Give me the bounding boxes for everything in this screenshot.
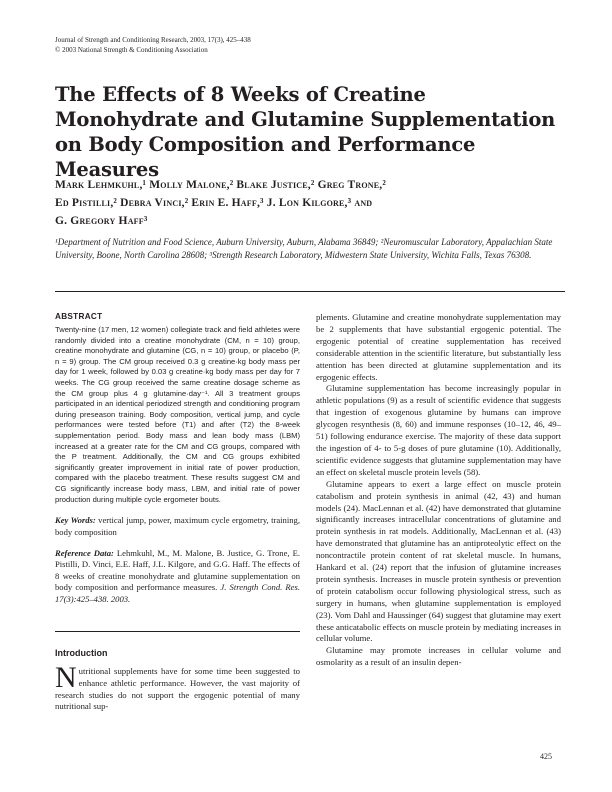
- introduction-body: utritional supplements have for some time been suggested to enhance athletic performance. However, the vast majority of research studies do not support the ergogenic potential of many nutritional sup-: [55, 666, 300, 712]
- affiliations: ¹Department of Nutrition and Food Science, Auburn University, Auburn, Alabama 36849; ²Neuromuscular Laboratory, Appalachian State University, Boone, North Carolina 28608; ³Strength Research Laboratory, Midwestern State University, Wichita Falls, Texas 76308.: [55, 237, 553, 260]
- keywords-text: vertical jump, power, maximum cycle ergometry, training, body composition: [55, 515, 300, 537]
- author-line-2: Ed Pistilli,² Debra Vinci,² Erin E. Haff,³ J. Lon Kilgore,³ and: [55, 197, 373, 209]
- body-paragraph: Glutamine supplementation has become increasingly popular in athletic populations (9) as a result of scientific evidence that suggests that ingestion of exogenous glutamine by humans can improve glycogen resynthesis (8, 60) and immune responses (10–12, 46, 49–51) following endurance exercise. The majority of these data support the ingestion of 4- to 5-g doses of pure glutamine (10). Additionally, scientific evidence suggests that glutamine supplementation may have an effect on skeletal muscle protein levels (58).: [316, 383, 561, 477]
- paper-title: The Effects of 8 Weeks of Creatine Monohydrate and Glutamine Supplementation on Body Composition and Performance Measures: [55, 83, 556, 181]
- journal-copyright: © 2003 National Strength & Conditioning Association: [55, 46, 208, 54]
- author-list: [55, 176, 555, 230]
- reference-text: Lehmkuhl, M., M. Malone, B. Justice, G. Trone, E. Pistilli, D. Vinci, E.E. Haff, J.L. Kilgore, and G.G. Haff. The effects of 8 weeks of creatine monohydrate and glutamine supplementation on body composition and performance measures.: [55, 547, 300, 593]
- abstract-divider: [55, 631, 300, 632]
- abstract-heading: ABSTRACT: [55, 312, 103, 321]
- body-paragraph: Glutamine may promote increases in cellular volume and osmolarity as a result of an insulin depen-: [316, 645, 561, 668]
- author-line-3: G. Gregory Haff³: [55, 215, 148, 227]
- introduction-heading: Introduction: [55, 648, 108, 658]
- keywords: [55, 515, 300, 538]
- journal-citation: Journal of Strength and Conditioning Research, 2003, 17(3), 425–438: [55, 36, 251, 44]
- abstract-text: Twenty-nine (17 men, 12 women) collegiate track and field athletes were randomly divided into a creatine monohydrate (CM, n = 10) group, creatine monohydrate and glutamine (CG, n = 10) group, or placebo (P, n = 9) group. The CM group received 0.3 g creatine·kg body mass per day for 1 week, followed by 0.03 g creatine·kg body mass per day for 7 weeks. The CG group received the same creatine dosage scheme as the CM group plus 4 g glutamine·day⁻¹. All 3 treatment groups participated in an identical periodized strength and conditioning program during preseason training. Body composition, vertical jump, and cycle performances were tested before (T1) and after (T2) the 8-week supplementation period. Body mass and lean body mass (LBM) increased at a greater rate for the CM and CG groups, compared with the P treatment. Additionally, the CM and CG groups exhibited significantly greater improvement in initial rate of power production, compared with the placebo treatment. These results suggest CM and CG significantly increase body mass, LBM, and initial rate of power production during multiple cycle ergometer bouts.: [55, 325, 300, 504]
- introduction-text: [55, 661, 300, 713]
- author-line-1: Mark Lehmkuhl,¹ Molly Malone,² Blake Justice,² Greg Trone,²: [55, 179, 387, 191]
- right-column: [316, 312, 561, 669]
- reference-data: [55, 548, 300, 605]
- header-divider: [55, 291, 565, 292]
- drop-cap: N: [55, 661, 77, 694]
- keywords-label: Key Words:: [55, 515, 96, 526]
- reference-label: Reference Data:: [55, 547, 114, 558]
- left-column: [55, 312, 300, 605]
- journal-header: [55, 35, 251, 55]
- page-number: 425: [540, 752, 552, 761]
- reference-journal: J. Strength Cond. Res. 17(3):425–438. 2003.: [55, 582, 300, 604]
- body-paragraph: plements. Glutamine and creatine monohydrate supplementation may be 2 supplements that have substantial ergogenic potential. The ergogenic potential of creatine supplementation has received considerable attention in the scientific literature, but substantially less attention has been directed at glutamine supplementation and its ergogenic effects.: [316, 312, 561, 382]
- body-paragraph: Glutamine appears to exert a large effect on muscle protein catabolism and protein synthesis in animal (42, 43) and human models (24). MacLennan et al. (42) have demonstrated that glutamine significantly increases intracellular concentrations of glutamine and protein synthesis in rat models. Additionally, MacLennan et al. (43) have demonstrated that glutamine has an antiproteolytic effect on the noncontractile protein content of rat skeletal muscle. In humans, Hankard et al. (24) report that the infusion of glutamine increases protein synthesis. Increases in muscle protein synthesis or prevention of protein catabolism occur following physiological stress, such as surgery in humans, when glutamine supplementation is employed (23). Vom Dahl and Haussinger (64) suggest that glutamine may exert these anticatabolic effects on muscle protein by mediating increases in cellular volume.: [316, 478, 561, 644]
